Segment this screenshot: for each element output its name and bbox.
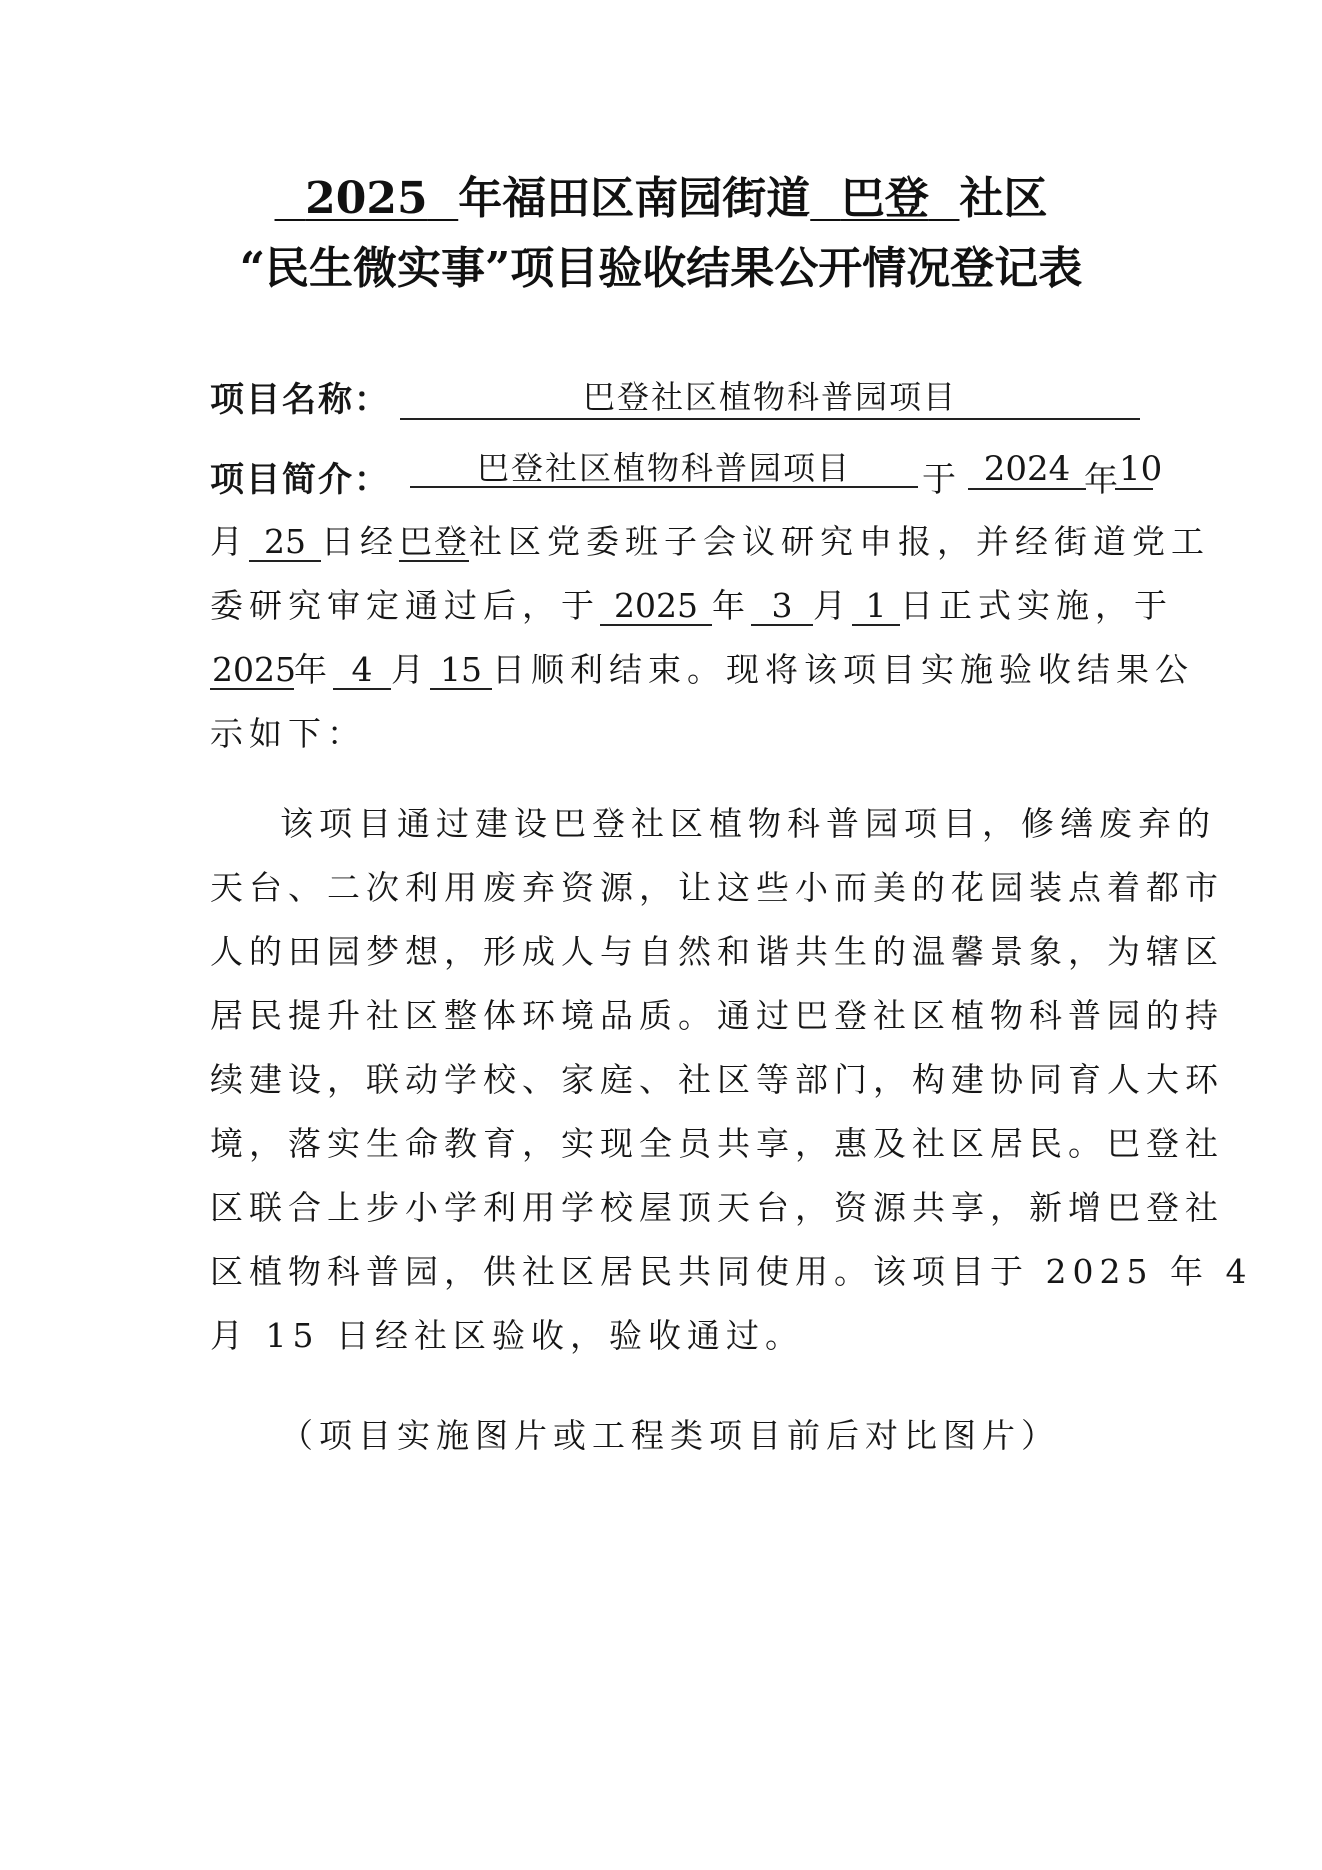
- title-line-1: [0, 162, 1322, 226]
- body-line: 境，落实生命教育，实现全员共享，惠及社区居民。巴登社: [210, 1124, 1224, 1163]
- intro-end-year: 2025: [212, 650, 296, 689]
- intro-start-month: 3: [751, 589, 813, 626]
- body-line: 居民提升社区整体环境品质。通过巴登社区植物科普园的持: [210, 996, 1224, 1035]
- project-intro-row-3: [210, 580, 1173, 627]
- body-line: 月 15 日经社区验收，验收通过。: [210, 1316, 804, 1355]
- intro-end-nian: 年: [294, 650, 333, 689]
- intro-yue: 月: [210, 522, 249, 561]
- intro-apply-day: 25: [249, 525, 321, 562]
- project-name-row: [210, 372, 1150, 421]
- body-line: 续建设，联动学校、家庭、社区等部门，构建协同育人大环: [210, 1060, 1224, 1099]
- intro-start-yue: 月: [813, 586, 852, 625]
- project-name-value: 巴登社区植物科普园项目: [400, 372, 1140, 420]
- body-line: 天台、二次利用废弃资源，让这些小而美的花园装点着都市: [210, 868, 1224, 907]
- project-intro-label: 项目简介：: [210, 460, 390, 500]
- intro-community: 巴登: [399, 522, 469, 561]
- body-line: 人的田园梦想，形成人与自然和谐共生的温馨景象，为辖区: [210, 932, 1224, 971]
- intro-start-year: 2025: [600, 589, 712, 626]
- title-line-2: “民生微实事”项目验收结果公开情况登记表: [239, 243, 1083, 294]
- body-line: 区植物科普园，供社区居民共同使用。该项目于 2025 年 4: [210, 1252, 1253, 1291]
- title-district: 年福田区南园街道: [458, 173, 811, 224]
- project-name-label: 项目名称：: [210, 380, 390, 420]
- intro-review-text: 社区党委班子会议研究申报，并经街道党工: [469, 522, 1210, 561]
- intro-end-month: 4: [333, 653, 391, 690]
- title-year: 2025: [305, 173, 428, 224]
- project-intro-row-5: 示如下：: [210, 714, 366, 753]
- intro-end-yue: 月: [391, 650, 430, 689]
- picture-note: （项目实施图片或工程类项目前后对比图片）: [280, 1416, 1060, 1455]
- intro-yu: 于: [922, 460, 956, 500]
- intro-apply-year: 2024: [968, 452, 1086, 490]
- title-suffix: 社区: [959, 173, 1048, 224]
- intro-project-name: 巴登社区植物科普园项目: [410, 452, 918, 488]
- project-intro-row-1: [210, 449, 1163, 501]
- intro-ri-jing: 日经: [321, 522, 399, 561]
- project-intro-row-4: [210, 644, 1194, 691]
- project-intro-row-2: [210, 516, 1210, 563]
- intro-end-day: 15: [430, 653, 492, 690]
- intro-apply-month: 10: [1115, 452, 1153, 490]
- body-line: 该项目通过建设巴登社区植物科普园项目，修缮废弃的: [280, 804, 1216, 843]
- title-community: 巴登: [840, 173, 929, 224]
- intro-nian: 年: [1084, 460, 1118, 500]
- body-line: 区联合上步小学利用学校屋顶天台，资源共享，新增巴登社: [210, 1188, 1224, 1227]
- intro-line3-text: 委研究审定通过后，于: [210, 586, 600, 625]
- intro-start-nian: 年: [712, 586, 751, 625]
- intro-start-tail: 日正式实施，于: [900, 586, 1173, 625]
- intro-end-tail: 日顺利结束。现将该项目实施验收结果公: [492, 650, 1194, 689]
- intro-start-day: 1: [852, 589, 900, 626]
